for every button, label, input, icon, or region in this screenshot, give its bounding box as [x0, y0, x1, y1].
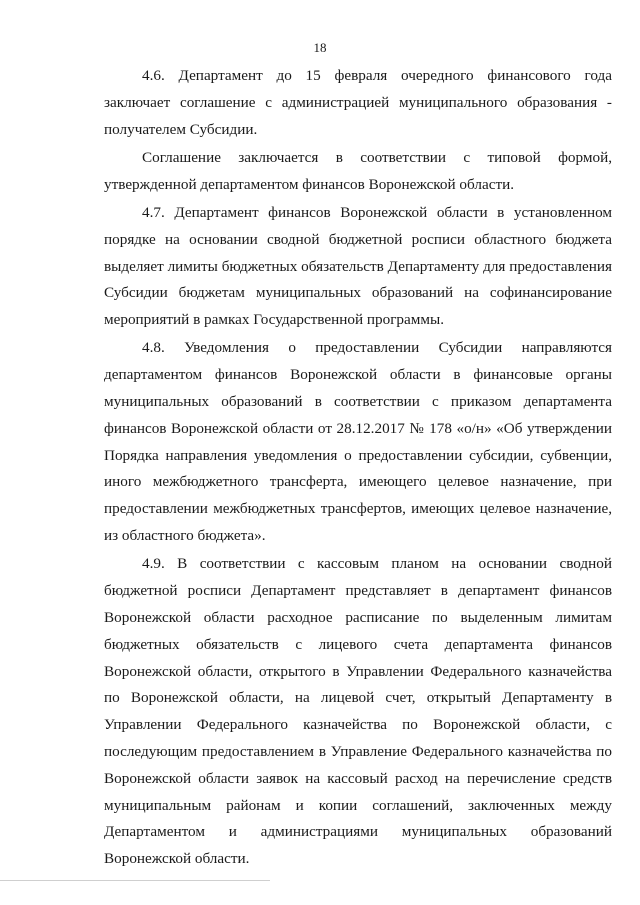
- paragraph-4-6: 4.6. Департамент до 15 февраля очередного финансового года заключает соглашение с администрацией муниципального образования - получателем Субсидии.: [104, 67, 612, 138]
- footer-divider: [0, 880, 270, 881]
- page-number: 18: [313, 40, 327, 55]
- document-body: [104, 63, 612, 874]
- paragraph-4-9: 4.9. В соответствии с кассовым планом на основании сводной бюджетной росписи Департамент представляет в департамент финансов Воронежской области расходное расписание по выделенным лимитам бюджетных обязательств с лицевого счета департамента финансов Воронежской области, открытого в Управлении Федерального казначейства по Воронежской области, на лицевой счет, открытый Департаменту в Управлении Федерального казначейства по Воронежской области, с последующим предоставлением в Управление Федерального казначейства по Воронежской области заявок на кассовый расход на перечисление средств муниципальным районам и копии соглашений, заключенных между Департаментом и администрациями муниципальных образований Воронежской области.: [104, 555, 612, 868]
- paragraph-agreement: Соглашение заключается в соответствии с типовой формой, утвержденной департаментом финансов Воронежской области.: [104, 148, 612, 193]
- paragraph-4-7: 4.7. Департамент финансов Воронежской области в установленном порядке на основании сводной бюджетной росписи областного бюджета выделяет лимиты бюджетных обязательств Департаменту для предоставления Субсидии бюджетам муниципальных образований на софинансирование мероприятий в рамках Государственной программы.: [104, 203, 612, 329]
- paragraph-4-8: 4.8. Уведомления о предоставлении Субсидии направляются департаментом финансов Воронежской области в финансовые органы муниципальных образований в соответствии с приказом департамента финансов Воронежской области от 28.12.2017 № 178 «о/н» «Об утверждении Порядка направления уведомления о предоставлении субсидии, субвенции, иного межбюджетного трансферта, имеющего целевое назначение, при предоставлении межбюджетных трансфертов, имеющих целевое назначение, из областного бюджета».: [104, 339, 612, 545]
